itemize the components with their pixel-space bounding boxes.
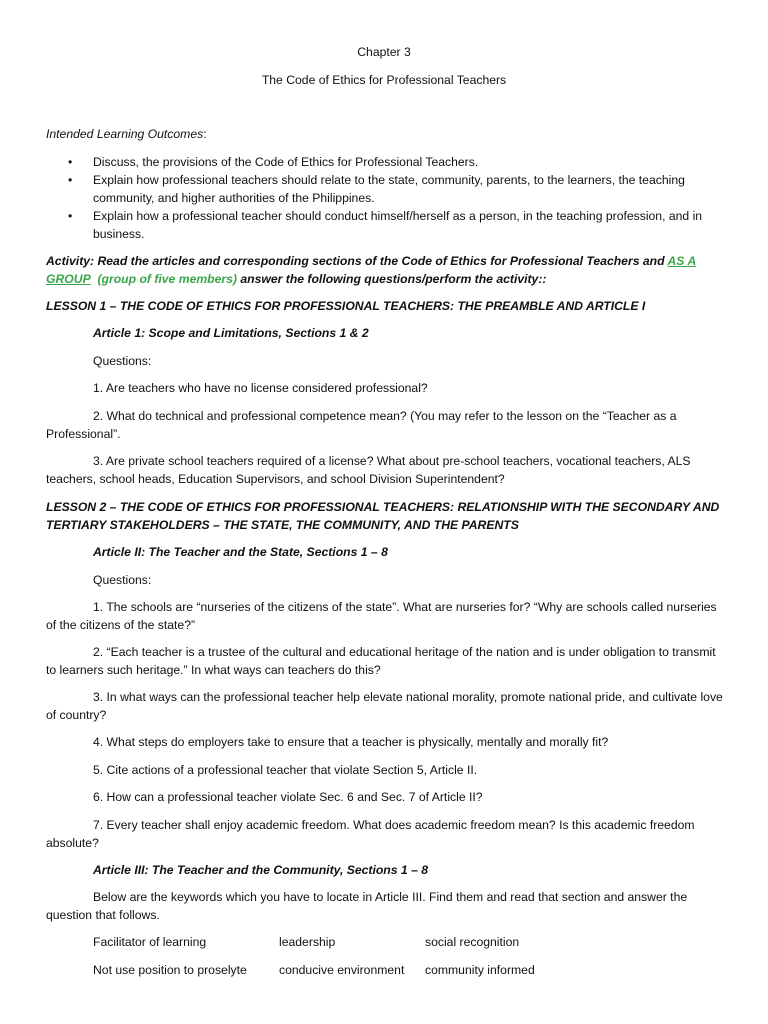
lesson2-question-3: 3. In what ways can the professional teacher help elevate national morality, promote national pride, and cultivate love of country?: [46, 690, 723, 722]
outcomes-heading-colon: :: [203, 127, 207, 141]
bullet-icon: •: [68, 173, 73, 187]
outcome-text: Discuss, the provisions of the Code of Ethics for Professional Teachers.: [93, 155, 479, 169]
lesson2-question-5: 5. Cite actions of a professional teacher that violate Section 5, Article II.: [93, 763, 478, 777]
lesson1-question-3: 3. Are private school teachers required of a license? What about pre-school teachers, vocational teachers, ALS teachers, school heads, Education Supervisors, and school Division Superintendent?: [46, 454, 691, 486]
lesson2-question-2: 2. “Each teacher is a trustee of the cultural and educational heritage of the nation and is under obligation to transmit to learners such heritage.” In what ways can teachers do this?: [46, 645, 716, 677]
keyword-cell: conducive environment: [279, 963, 405, 977]
chapter-label: Chapter 3: [357, 45, 411, 59]
lesson1-questions-label: Questions:: [93, 354, 152, 368]
keyword-cell: social recognition: [425, 935, 520, 949]
page-title: The Code of Ethics for Professional Teachers: [261, 73, 507, 87]
lesson1-article: Article 1: Scope and Limitations, Sections 1 & 2: [93, 326, 369, 340]
group-note: (group of five members): [97, 272, 237, 286]
outcome-item: [46, 207, 726, 243]
activity-instructions: [46, 252, 726, 288]
lesson2-question-1: 1. The schools are “nurseries of the citizens of the state”. What are nurseries for? “Why are schools called nurseries of the citizens of the state?”: [46, 600, 717, 632]
keyword-cell: community informed: [425, 963, 535, 977]
outcome-item: [46, 171, 726, 207]
outcomes-heading: [46, 125, 726, 143]
lesson2-title: LESSON 2 – THE CODE OF ETHICS FOR PROFESSIONAL TEACHERS: RELATIONSHIP WITH THE SECONDARY AND TERTIARY STAKEHOLDERS – THE STATE, THE COMMUNITY, AND THE PARENTS: [46, 500, 720, 532]
as-a-group-link[interactable]: AS A GROUP: [46, 254, 697, 286]
lesson2-keyword-instructions: Below are the keywords which you have to locate in Article III. Find them and read that section and answer the question that follows.: [46, 890, 688, 922]
lesson2-question-6: 6. How can a professional teacher violate Sec. 6 and Sec. 7 of Article II?: [93, 790, 483, 804]
keyword-cell: leadership: [279, 935, 336, 949]
bullet-icon: •: [68, 209, 73, 223]
outcomes-list: [46, 153, 726, 243]
lesson2-article2: Article II: The Teacher and the State, Sections 1 – 8: [93, 545, 388, 559]
lesson1-question-2: 2. What do technical and professional competence mean? (You may refer to the lesson on the “Teacher as a Professional”.: [46, 409, 677, 441]
lesson2-questions-label: Questions:: [93, 573, 152, 587]
lesson1-question-1: 1. Are teachers who have no license considered professional?: [93, 381, 428, 395]
outcome-text: Explain how professional teachers should relate to the state, community, parents, to the learners, the teaching community, and higher authorities of the Philippines.: [93, 173, 685, 205]
keyword-cell: Not use position to proselyte: [93, 963, 247, 977]
outcomes-heading-text: Intended Learning Outcomes: [46, 127, 204, 141]
keyword-cell: Facilitator of learning: [93, 935, 207, 949]
outcome-text: Explain how a professional teacher should conduct himself/herself as a person, in the teaching profession, and in business.: [93, 209, 703, 241]
activity-text-1: Activity: Read the articles and corresponding sections of the Code of Ethics for Professional Teachers and: [46, 254, 668, 268]
lesson2-article3: Article III: The Teacher and the Community, Sections 1 – 8: [93, 863, 429, 877]
outcome-item: [46, 153, 726, 171]
lesson1-title: LESSON 1 – THE CODE OF ETHICS FOR PROFESSIONAL TEACHERS: THE PREAMBLE AND ARTICLE I: [46, 299, 646, 313]
lesson2-question-4: 4. What steps do employers take to ensure that a teacher is physically, mentally and morally fit?: [93, 735, 609, 749]
activity-text-2: answer the following questions/perform the activity::: [236, 272, 547, 286]
bullet-icon: •: [68, 155, 73, 169]
lesson2-question-7: 7. Every teacher shall enjoy academic freedom. What does academic freedom mean? Is this academic freedom absolute?: [46, 818, 695, 850]
